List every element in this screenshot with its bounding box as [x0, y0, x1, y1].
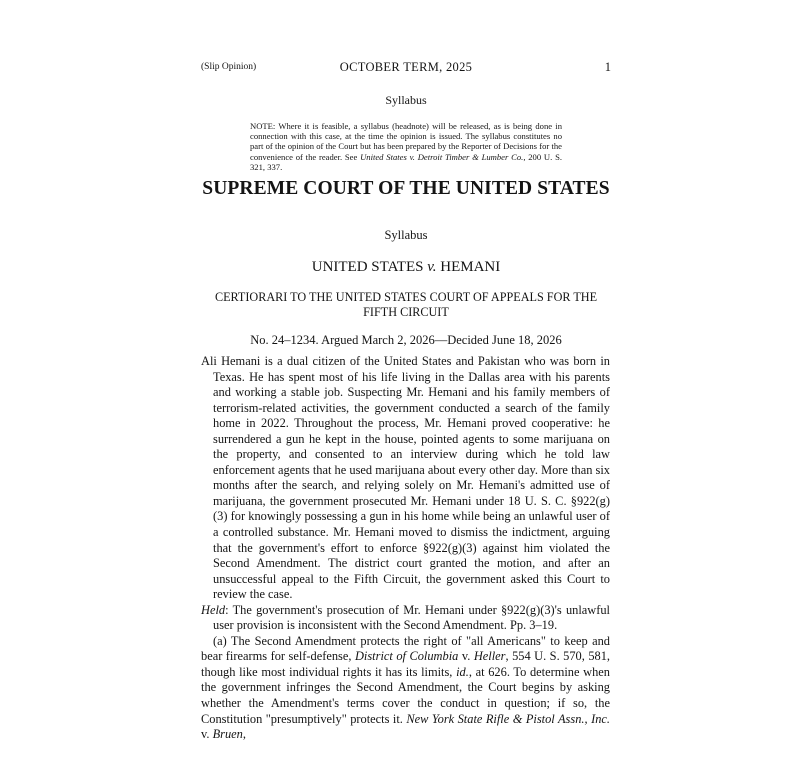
- note-text: NOTE: Where it is feasible, a syllabus (headnote) will be released, as is being done in connection with this case, at the time the opinion is issued. The syllabus constitutes no part of the opinion of the Court but has been prepared by the Reporter of Decisions for the convenience of the reader. See: [250, 121, 562, 162]
- court-title: SUPREME COURT OF THE UNITED STATES: [202, 178, 610, 199]
- page-header: [201, 60, 611, 76]
- para-a-text-2: v.: [458, 649, 474, 664]
- paragraph-a: [201, 634, 610, 743]
- held-label: Held: [201, 602, 226, 617]
- syllabus-heading-2: Syllabus: [384, 228, 428, 242]
- note-citation-reporter: , 200 U. S. 321, 337.: [250, 151, 562, 172]
- held-paragraph: [201, 603, 610, 634]
- para-a-text-4: , at 626. To determine when the government infringes the Second Amendment, the Court begins by asking whether the Amendment's terms cover the conduct in question; if so, the Constitution "presumptively" protects it.: [201, 664, 610, 726]
- syllabus-body: [201, 354, 610, 743]
- facts-paragraph: Ali Hemani is a dual citizen of the United States and Pakistan who was born in Texas. He has spent most of his life living in the Dallas area with his parents and working a stable job. Suspecting Mr. Hemani and his family members of terrorism-related activities, the government conducted a search of the family home in 2022. Throughout the process, Mr. Hemani proved cooperative: he surrendered a gun he kept in the house, pointed agents to some marijuana on the property, and consented to an interview during which he told law enforcement agents that he used marijuana about every other day. More than six months after the search, and relying solely on Mr. Hemani's admitted use of marijuana, the government prosecuted Mr. Hemani under 18 U. S. C. §922(g)(3) for knowingly possessing a gun in his home while being an unlawful user of a controlled substance. Mr. Hemani moved to dismiss the indictment, arguing that the government's effort to enforce §922(g)(3) against him violated the Second Amendment. The district court granted the motion, and after an unsuccessful appeal to the Fifth Circuit, the government asked this Court to review the case.: [201, 354, 610, 602]
- certiorari-line: CERTIORARI TO THE UNITED STATES COURT OF APPEALS FOR THE FIFTH CIRCUIT: [214, 290, 598, 319]
- note-citation-case: United States v. Detroit Timber & Lumber Co.: [360, 151, 524, 162]
- case-versus: v.: [427, 259, 437, 275]
- para-a-citation-1: District of Columbia: [354, 649, 459, 664]
- para-a-citation-5: Bruen: [212, 727, 243, 742]
- page-number: 1: [604, 60, 611, 74]
- para-a-text-1: (a) The Second Amendment protects the right of "all Americans" to keep and bear firearms for self-defense,: [201, 633, 610, 664]
- docket-line: No. 24–1234. Argued March 2, 2026—Decided June 18, 2026: [250, 333, 562, 347]
- para-a-citation-4: New York State Rifle & Pistol Assn., Inc.: [406, 711, 610, 726]
- syllabus-heading: Syllabus: [385, 93, 427, 107]
- term-label: OCTOBER TERM, 2025: [339, 60, 473, 74]
- para-a-citation-3: id.: [456, 664, 469, 679]
- syllabus-note: [250, 121, 562, 172]
- para-a-text-6: ,: [242, 727, 246, 742]
- case-plaintiff: UNITED STATES: [311, 259, 428, 275]
- slip-opinion-label: (Slip Opinion): [201, 62, 257, 72]
- case-defendant: HEMANI: [436, 259, 501, 275]
- para-a-text-3: , 554 U. S. 570, 581, though like most individual rights it has its limits,: [201, 649, 611, 679]
- para-a-citation-2: Heller: [473, 649, 506, 664]
- para-a-text-5: v.: [201, 727, 213, 742]
- held-text: : The government's prosecution of Mr. Hemani under §922(g)(3)'s unlawful user provision is inconsistent with the Second Amendment. Pp. 3–19.: [213, 602, 610, 633]
- case-caption: [200, 259, 612, 276]
